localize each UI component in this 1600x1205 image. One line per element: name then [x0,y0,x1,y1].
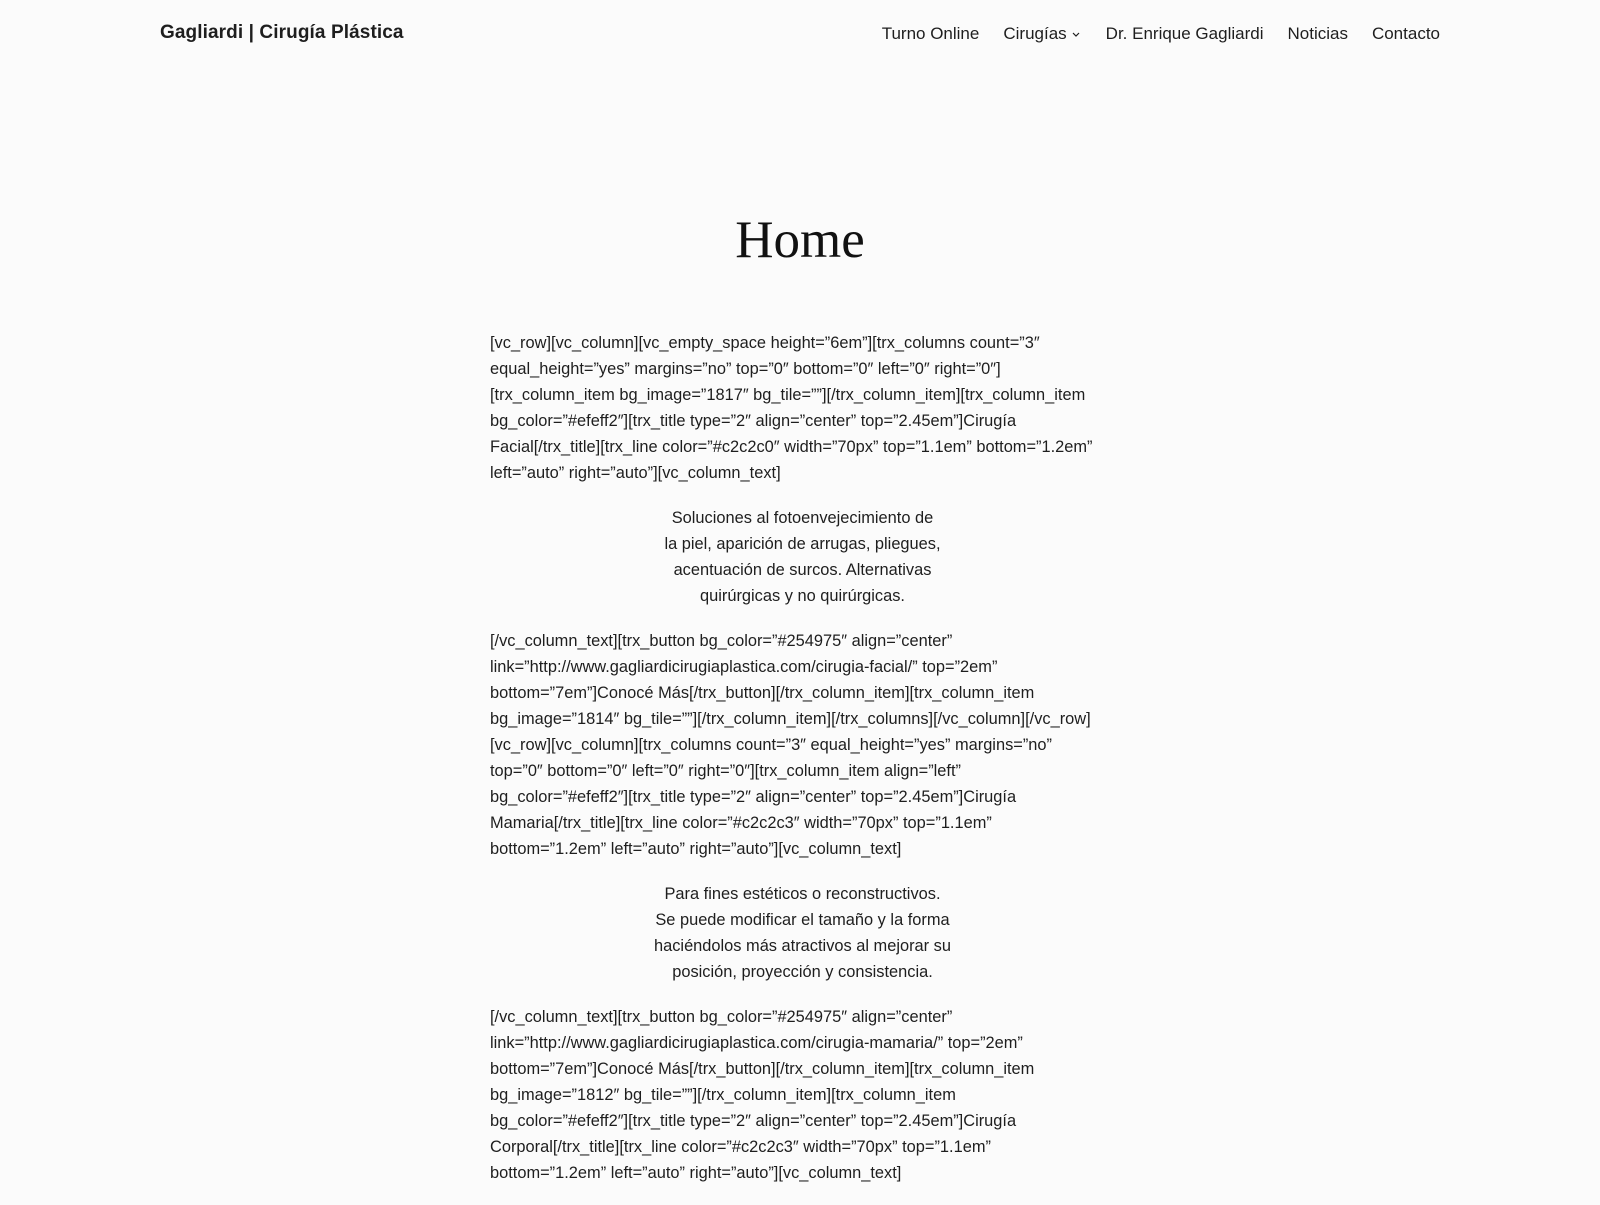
page-title: Home [735,211,865,269]
nav-item-turno-online[interactable] [882,24,980,44]
nav-item-noticias[interactable] [1287,24,1347,44]
nav-item-cirugias[interactable] [1003,24,1081,44]
page-content [490,330,1115,1205]
centered-paragraph-mamaria: Para fines estéticos o reconstructivos. Se puede modificar el tamaño y la forma haciéndolos más atractivos al mejorar su posición, proyección y consistencia. [654,885,951,981]
site-title-link[interactable]: Gagliardi | Cirugía Plástica [160,22,404,43]
nav-item-label: Dr. Enrique Gagliardi [1105,24,1264,43]
site-header [0,0,1600,70]
shortcode-text-block: [vc_row][vc_column][vc_empty_space height=”6em”][trx_columns count=”3″ equal_height=”yes” margins=”no” top=”0″ bottom=”0″ left=”0″ right=”0″] [trx_column_item bg_image=”1817″ bg_tile=””][/trx_column_item][trx_column_item bg_color=”#efeff2″][trx_title type=”2″ align=”center” top=”2.45em”]Cirugía Facial[/trx_title][trx_line color=”#c2c2c0″ width=”70px” top=”1.1em” bottom=”1.2em” left=”auto” right=”auto”][vc_column_text] [490,334,1093,482]
nav-item-label: Turno Online [881,24,980,43]
nav-item-label: Noticias [1287,24,1348,43]
nav-item-label: Cirugías [1003,24,1067,43]
chevron-down-icon[interactable] [1070,28,1082,40]
shortcode-text-block: [/vc_column_text][trx_button bg_color=”#254975″ align=”center” link=”http://www.gagliardicirugiaplastica.com/cirugia-facial/” top=”2em” bottom=”7em”]Conocé Más[/trx_button][/trx_column_item][trx_column_item bg_image=”1814″ bg_tile=””][/trx_column_item][/trx_columns][/vc_column][/vc_row] [vc_row][vc_column][trx_columns count=”3″ equal_height=”yes” margins=”no” top=”0″ bottom=”0″ left=”0″ right=”0″][trx_column_item align=”left” bg_color=”#efeff2″][trx_title type=”2″ align=”center” top=”2.45em”]Cirugía Mamaria[/trx_title][trx_line color=”#c2c2c3″ width=”70px” top=”1.1em” bottom=”1.2em” left=”auto” right=”auto”][vc_column_text] [490,632,1091,858]
nav-item-label: Contacto [1371,24,1440,43]
centered-paragraph-facial: Soluciones al fotoenvejecimiento de la piel, aparición de arrugas, pliegues, acentuación de surcos. Alternativas quirúrgicas y no quirúrgicas. [664,509,941,605]
shortcode-text-block: [/vc_column_text][trx_button bg_color=”#254975″ align=”center” link=”http://www.gagliardicirugiaplastica.com/cirugia-mamaria/” top=”2em” bottom=”7em”]Conocé Más[/trx_button][/trx_column_item][trx_column_item bg_image=”1812″ bg_tile=””][/trx_column_item][trx_column_item bg_color=”#efeff2″][trx_title type=”2″ align=”center” top=”2.45em”]Cirugía Corporal[/trx_title][trx_line color=”#c2c2c3″ width=”70px” top=”1.1em” bottom=”1.2em” left=”auto” right=”auto”][vc_column_text] [490,1008,1035,1182]
nav-item-contacto[interactable] [1372,24,1440,44]
nav-item-dr-enrique-gagliardi[interactable] [1106,24,1264,44]
main-navigation [858,24,1440,44]
